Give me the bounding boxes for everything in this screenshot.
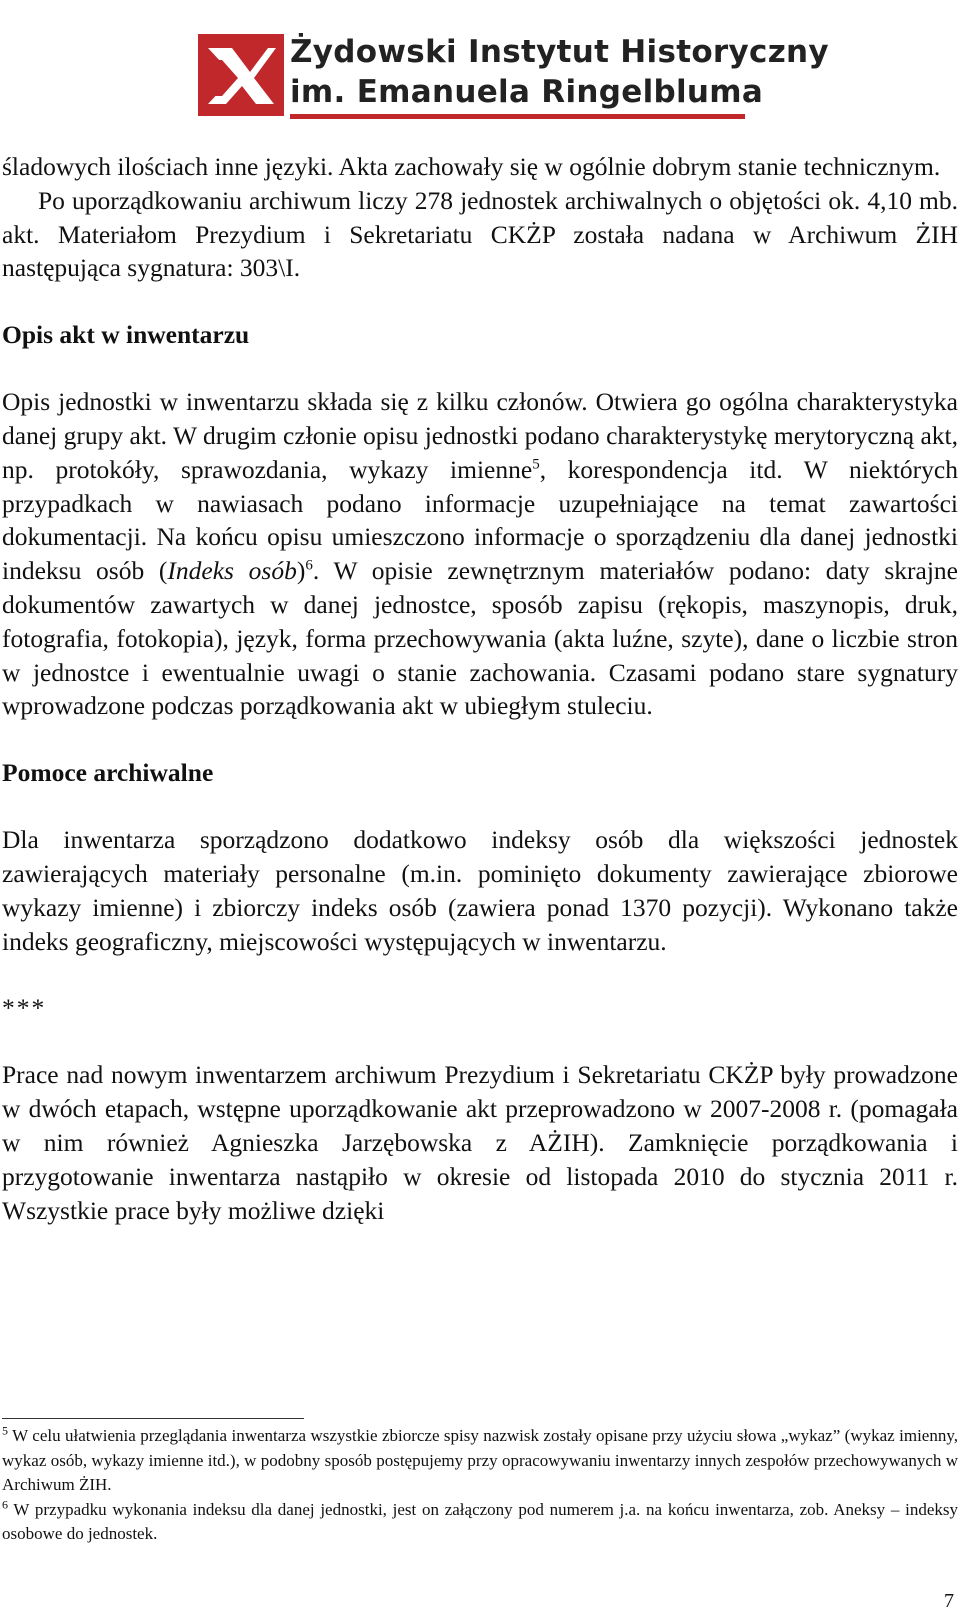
paragraph-2: Po uporządkowaniu archiwum liczy 278 jednostek archiwalnych o objętości ok. 4,10 mb. akt. Materiałom Prezydium i Sekretariatu CKŻP została nadana w Archiwum ŻIH następująca sygnatura: 303\I. bbox=[2, 185, 958, 283]
page-body bbox=[2, 150, 958, 1227]
page-number: 7 bbox=[944, 1590, 954, 1612]
paragraph-3-part-c: ) bbox=[296, 556, 306, 586]
paragraph-3-part-a: Opis jednostki w inwentarzu składa się z kilku członów. Otwiera go ogólna charakterystyka danej grupy akt. W drugim członie opisu jednostki podano charakterystykę merytoryczną akt, np. protokóły, sprawozdania, wykazy imienne bbox=[2, 387, 958, 484]
footnote-5 bbox=[2, 1424, 958, 1498]
footnote-6-number: 6 bbox=[2, 1496, 8, 1511]
footnote-ref-6: 6 bbox=[305, 557, 313, 574]
paragraph-4: Dla inwentarza sporządzono dodatkowo indeksy osób dla większości jednostek zawierających materiały personalne (m.in. pominięto dokumenty zawierające zbiorowe wykazy imienne) i zbiorczy indeks osób (zawiera ponad 1370 pozycji). Wykonano także indeks geograficzny, miejscowości występujących w inwentarzu. bbox=[2, 825, 958, 956]
logo-underline bbox=[290, 114, 745, 119]
logo-line-1: Żydowski Instytut Historyczny bbox=[290, 34, 829, 70]
section-separator: *** bbox=[2, 993, 47, 1023]
paragraph-3-italic: Indeks osób bbox=[167, 556, 297, 586]
heading-opis-akt: Opis akt w inwentarzu bbox=[2, 320, 250, 350]
paragraph-3 bbox=[2, 385, 958, 723]
footnote-6-text: W przypadku wykonania indeksu dla danej jednostki, jest on załączony pod numerem j.a. na końcu inwentarza, zob. Aneksy – indeksy osobowe do jednostek. bbox=[2, 1499, 958, 1543]
logo-line-2: im. Emanuela Ringelbluma bbox=[290, 74, 764, 110]
paragraph-3-part-b: , korespondencja itd. W niektórych przypadkach w nawiasach podano informacje uzupełniające na temat zawartości dokumentacji. Na końcu opisu umieszczono informacje o sporządzeniu dla danej jednostki indeksu osób ( bbox=[2, 454, 958, 586]
paragraph-5: Prace nad nowym inwentarzem archiwum Prezydium i Sekretariatu CKŻP były prowadzone w dwóch etapach, wstępne uporządkowanie akt przeprowadzono w 2007-2008 r. (pomagała w nim również Agnieszka Jarzębowska z AŻIH). Zamknięcie porządkowania i przygotowanie inwentarza nastąpiło w okresie od listopada 2010 do stycznia 2011 r. Wszystkie prace były możliwe dzięki bbox=[2, 1060, 958, 1225]
footnote-divider bbox=[2, 1418, 304, 1419]
paragraph-3-part-d: . W opisie zewnętrznym materiałów podano: daty skrajne dokumentów zawartych w danej jednostce, sposób zapisu (rękopis, maszynopis, druk, fotografia, fotokopia), język, forma przechowywania (akta luźne, szyte), dane o liczbie stron w jednostce i ewentualnie uwagi o stanie zachowania. Czasami podano stare sygnatury wprowadzone podczas porządkowania akt w ubiegłym stuleciu. bbox=[2, 556, 958, 721]
heading-pomoce-archiwalne: Pomoce archiwalne bbox=[2, 758, 214, 788]
jhi-logo-icon bbox=[198, 34, 284, 116]
logo-wordmark bbox=[290, 32, 829, 112]
paragraph-1: śladowych ilościach inne języki. Akta zachowały się w ogólnie dobrym stanie technicznym. bbox=[2, 152, 941, 181]
footnote-5-number: 5 bbox=[2, 1423, 8, 1438]
footnotes bbox=[2, 1424, 958, 1547]
footnote-6 bbox=[2, 1498, 958, 1547]
footnote-ref-5: 5 bbox=[532, 456, 540, 473]
page-header bbox=[190, 28, 829, 120]
footnote-5-text: W celu ułatwienia przeglądania inwentarza wszystkie zbiorcze spisy nazwisk zostały opisane przy użyciu słowa „wykaz” (wykaz imienny, wykaz osób, wykazy imienne itd.), w podobny sposób postępujemy przy opracowywaniu inwentarzy innych zespołów przechowywanych w Archiwum ŻIH. bbox=[2, 1426, 958, 1494]
